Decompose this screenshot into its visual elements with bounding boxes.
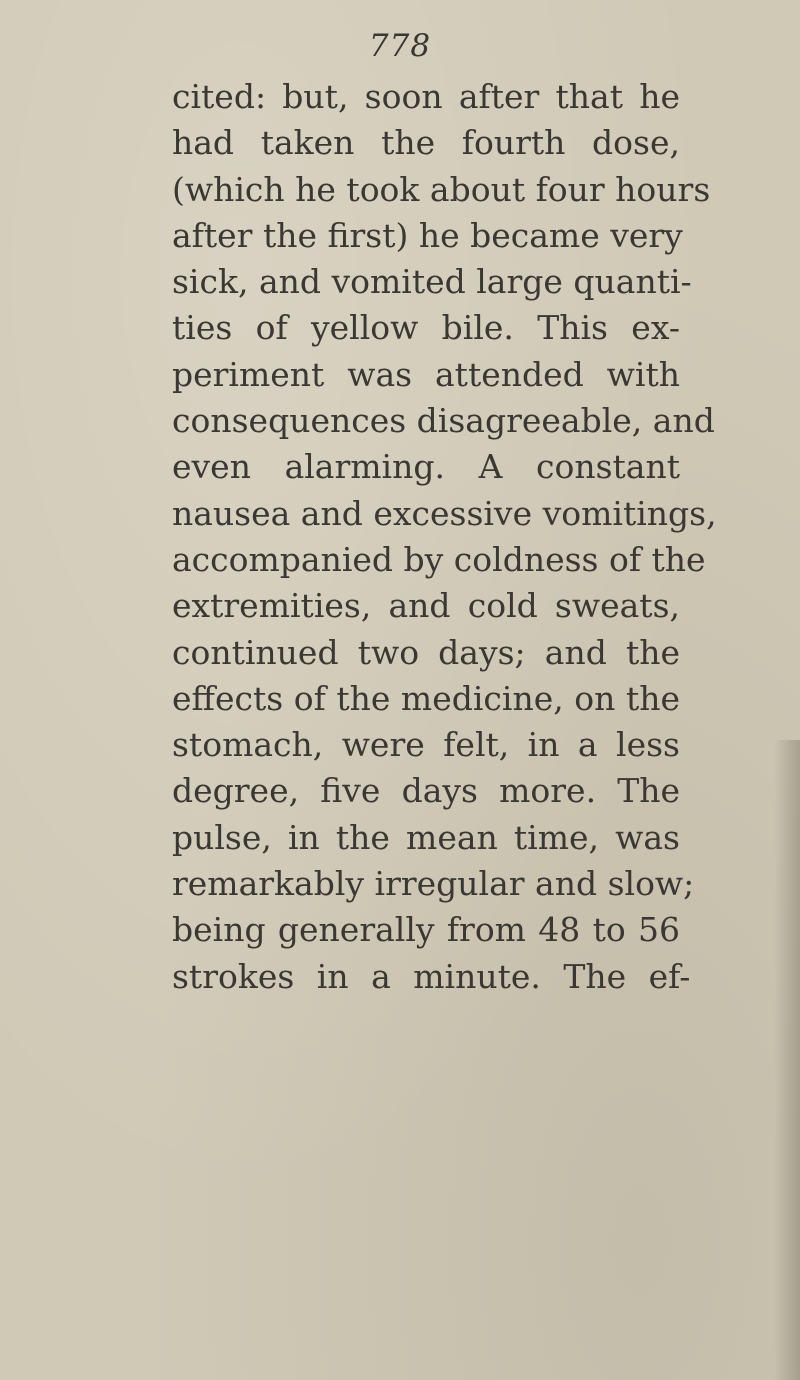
page-edge-shadow bbox=[774, 740, 800, 1380]
text-line: effects of the medicine, on the bbox=[172, 678, 680, 718]
text-line: periment was attended with bbox=[172, 354, 680, 394]
text-line: being generally from 48 to 56 bbox=[172, 910, 680, 950]
text-line: extremities, and cold sweats, bbox=[172, 586, 680, 626]
text-line: after the first) he became very bbox=[172, 215, 683, 255]
text-line: pulse, in the mean time, was bbox=[172, 817, 680, 857]
text-line: degree, five days more. The bbox=[172, 771, 680, 811]
text-line: even alarming. A constant bbox=[172, 447, 680, 487]
text-line: had taken the fourth dose, bbox=[172, 123, 680, 163]
text-line: nausea and excessive vomitings, bbox=[172, 493, 717, 533]
body-text bbox=[172, 74, 717, 1000]
text-line: strokes in a minute. The ef- bbox=[172, 956, 691, 996]
text-line: accompanied by coldness of the bbox=[172, 539, 706, 579]
text-line: (which he took about four hours bbox=[172, 169, 711, 209]
text-line: cited: but, soon after that he bbox=[172, 77, 680, 116]
text-line: ties of yellow bile. This ex- bbox=[172, 308, 680, 348]
text-line: continued two days; and the bbox=[172, 632, 680, 672]
text-line: consequences disagreeable, and bbox=[172, 401, 715, 441]
text-line: sick, and vomited large quanti- bbox=[172, 262, 692, 302]
text-line: remarkably irregular and slow; bbox=[172, 864, 695, 904]
page-number: 778 bbox=[368, 28, 432, 64]
text-line: stomach, were felt, in a less bbox=[172, 725, 680, 765]
